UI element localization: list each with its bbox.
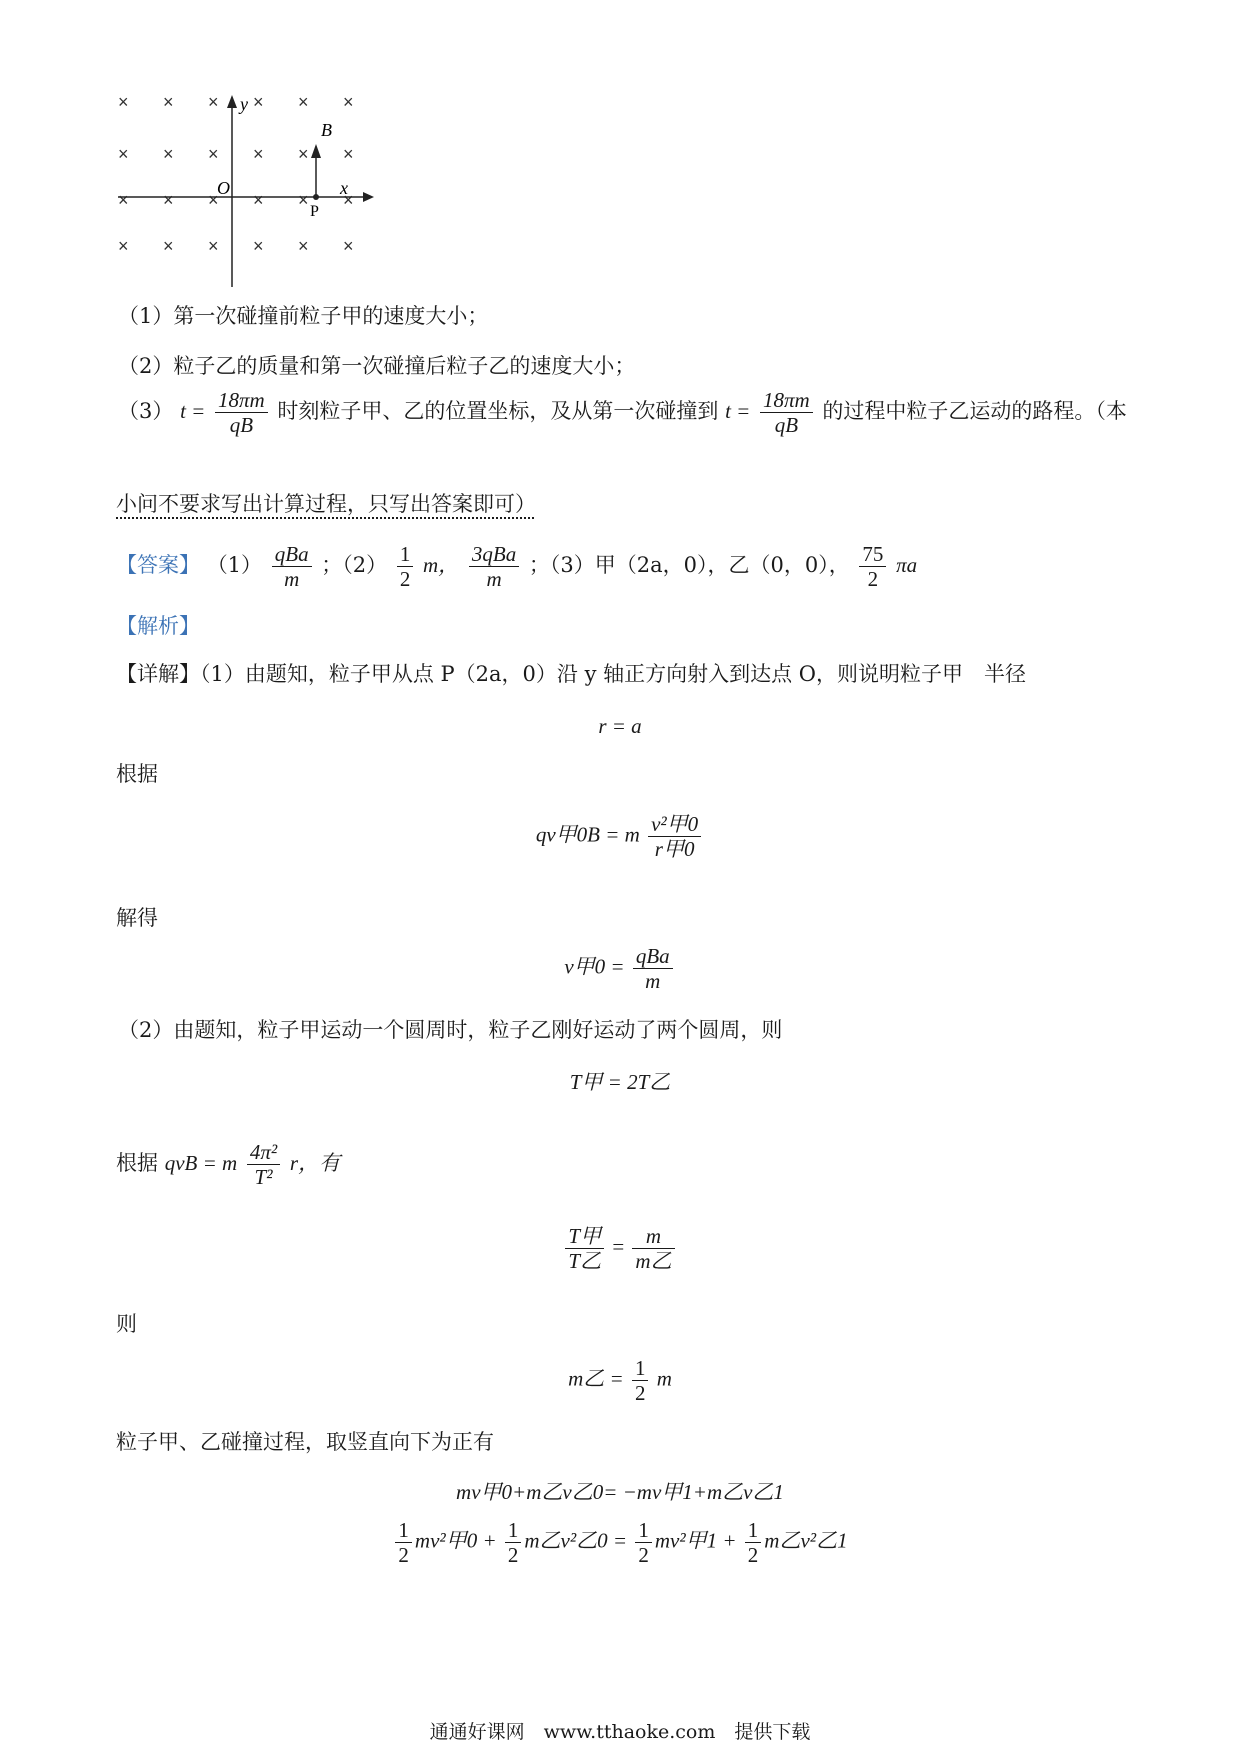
eq6-left: m乙 = xyxy=(568,1366,624,1391)
fraction-denominator: r甲0 xyxy=(654,837,695,861)
according-label: 根据 xyxy=(116,762,158,786)
eq4-left: qvB = m xyxy=(164,1151,238,1175)
fraction-denominator: 2 xyxy=(747,1543,759,1567)
equation-momentum: mv甲0+m乙v乙0= −mv甲1+m乙v乙1 xyxy=(456,1480,784,1504)
eq8-half-4 xyxy=(745,1518,762,1567)
x-axis-arrow xyxy=(363,192,374,202)
equation-period-relation: T甲 = 2T乙 xyxy=(569,1070,671,1094)
fraction-denominator: m xyxy=(284,567,300,591)
fraction-denominator: 2 xyxy=(634,1381,646,1405)
eq1-fraction xyxy=(648,812,701,861)
field-cross-mark: × xyxy=(163,190,174,210)
eq5-right-fraction xyxy=(632,1224,674,1273)
fraction-numerator: 1 xyxy=(397,542,414,567)
answer-part-1-label: （1） xyxy=(206,553,263,577)
according-2-line xyxy=(116,1140,340,1189)
field-cross-mark: × xyxy=(208,144,219,164)
then-label: 则 xyxy=(116,1312,137,1336)
eq8-term-3: mv²甲1 + xyxy=(654,1528,737,1553)
eq2-left: v甲0 = xyxy=(564,954,625,979)
page-footer: 通通好课网 www.tthaoke.com 提供下载 xyxy=(429,1721,811,1743)
field-cross-mark: × xyxy=(298,190,309,210)
collision-text: 粒子甲、乙碰撞过程，取竖直向下为正有 xyxy=(116,1430,494,1454)
field-cross-mark: × xyxy=(208,92,219,112)
eq8-half-1 xyxy=(395,1518,412,1567)
q3-time-fraction-2 xyxy=(760,388,813,437)
fraction-numerator: m xyxy=(632,1224,674,1249)
field-cross-mark: × xyxy=(118,236,129,256)
analysis-tag: 【解析】 xyxy=(116,614,200,638)
p-label: P xyxy=(310,203,319,220)
q3-prefix: （3） xyxy=(118,399,174,423)
fraction-denominator: T乙 xyxy=(568,1249,602,1273)
origin-label: O xyxy=(217,178,230,198)
q3-suffix-text: 的过程中粒子乙运动的路程。（本 xyxy=(822,399,1127,423)
question-1: （1）第一次碰撞前粒子甲的速度大小； xyxy=(118,304,489,328)
answer-3-fraction xyxy=(859,542,886,591)
fraction-denominator: m xyxy=(486,567,502,591)
answer-2-fraction xyxy=(397,542,414,591)
field-cross-mark: × xyxy=(208,190,219,210)
fraction-numerator: 3qBa xyxy=(469,542,519,567)
detail-text: （1）由题知，粒子甲从点 P（2a，0）沿 y 轴正方向射入到达点 O，则说明粒子甲 半径 xyxy=(200,662,1027,686)
answer-tag: 【答案】 xyxy=(116,553,200,577)
eq8-term-4: m乙v²乙1 xyxy=(764,1528,848,1553)
field-cross-mark: × xyxy=(298,92,309,112)
fraction-numerator: 18πm xyxy=(215,388,268,413)
magnetic-field-figure xyxy=(118,92,418,292)
fraction-numerator: 4π² xyxy=(247,1140,280,1165)
fraction-numerator: v²甲0 xyxy=(648,812,701,837)
field-cross-mark: × xyxy=(118,144,129,164)
answer-line xyxy=(116,542,917,591)
field-cross-mark: × xyxy=(253,190,264,210)
equation-force-balance xyxy=(0,812,1240,861)
fraction-denominator: T² xyxy=(254,1165,273,1189)
y-axis-label: y xyxy=(240,94,248,114)
question-3-note: 小问不要求写出计算过程，只写出答案即可） xyxy=(116,492,536,516)
answer-3-tail: πa xyxy=(896,553,918,577)
eq4-tail: r，有 xyxy=(289,1151,341,1175)
answer-1-fraction xyxy=(272,542,312,591)
field-crosses xyxy=(118,92,354,256)
fraction-denominator: m xyxy=(645,969,661,993)
eq8-term-1: mv²甲0 + xyxy=(414,1528,497,1553)
field-cross-mark: × xyxy=(208,236,219,256)
q3-time-fraction xyxy=(215,388,268,437)
x-axis-label: x xyxy=(340,178,348,198)
eq8-half-3 xyxy=(635,1518,652,1567)
fraction-numerator: 1 xyxy=(632,1356,649,1381)
equation-period-ratio xyxy=(0,1224,1240,1273)
part-2-text: （2）由题知，粒子甲运动一个圆周时，粒子乙刚好运动了两个圆周，则 xyxy=(118,1018,783,1042)
y-axis-arrow xyxy=(227,95,237,108)
answer-2-mass: m， xyxy=(423,553,460,577)
field-cross-mark: × xyxy=(343,236,354,256)
eq4-fraction xyxy=(247,1140,280,1189)
answer-2b-fraction xyxy=(469,542,519,591)
q3-t-eq: t = xyxy=(180,399,206,423)
answer-part-3-text: ；（3）甲（2a，0），乙（0，0）， xyxy=(528,553,850,577)
point-p xyxy=(313,194,319,200)
velocity-arrow-head xyxy=(311,144,321,158)
answer-part-2-label: ；（2） xyxy=(321,553,388,577)
fraction-numerator: 1 xyxy=(745,1518,762,1543)
field-cross-mark: × xyxy=(343,190,354,210)
field-cross-mark: × xyxy=(253,92,264,112)
fraction-numerator: 1 xyxy=(505,1518,522,1543)
fraction-numerator: qBa xyxy=(272,542,312,567)
field-cross-mark: × xyxy=(343,92,354,112)
fraction-denominator: 2 xyxy=(399,567,411,591)
question-3 xyxy=(118,388,1127,437)
eq1-left: qv甲0B = m xyxy=(535,822,640,847)
fraction-denominator: qB xyxy=(774,413,799,437)
field-cross-mark: × xyxy=(118,190,129,210)
field-cross-mark: × xyxy=(253,236,264,256)
fraction-denominator: 2 xyxy=(638,1543,649,1567)
equation-radius: r = a xyxy=(598,714,642,738)
eq2-fraction xyxy=(633,944,673,993)
fraction-numerator: qBa xyxy=(633,944,673,969)
detail-tag: 【详解】 xyxy=(116,662,200,686)
field-cross-mark: × xyxy=(163,92,174,112)
fraction-numerator: 1 xyxy=(395,1518,412,1543)
fraction-denominator: qB xyxy=(229,413,254,437)
field-cross-mark: × xyxy=(343,144,354,164)
question-2: （2）粒子乙的质量和第一次碰撞后粒子乙的速度大小； xyxy=(118,354,636,378)
b-label: B xyxy=(321,120,332,140)
eq8-half-2 xyxy=(505,1518,522,1567)
equation-energy xyxy=(0,1518,1240,1567)
field-cross-mark: × xyxy=(253,144,264,164)
eq5-left-fraction xyxy=(565,1224,604,1273)
fraction-numerator: 1 xyxy=(635,1518,652,1543)
solve-label: 解得 xyxy=(116,906,158,930)
q3-mid-text: 时刻粒子甲、乙的位置坐标，及从第一次碰撞到 xyxy=(277,399,719,423)
fraction-denominator: 2 xyxy=(867,567,879,591)
eq5-equals: = xyxy=(612,1234,625,1259)
according-2-prefix: 根据 xyxy=(116,1151,158,1175)
q3-t-eq-2: t = xyxy=(725,399,751,423)
eq8-term-2: m乙v²乙0 = xyxy=(524,1528,628,1553)
eq6-tail: m xyxy=(656,1366,672,1391)
fraction-numerator: 18πm xyxy=(760,388,813,413)
field-cross-mark: × xyxy=(298,144,309,164)
equation-velocity xyxy=(0,944,1240,993)
field-cross-mark: × xyxy=(163,144,174,164)
fraction-denominator: 2 xyxy=(507,1543,519,1567)
eq6-fraction xyxy=(632,1356,649,1405)
fraction-denominator: 2 xyxy=(398,1543,409,1567)
detail-line-1 xyxy=(116,660,1026,688)
fraction-numerator: T甲 xyxy=(565,1224,604,1249)
fraction-denominator: m乙 xyxy=(635,1249,672,1273)
field-cross-mark: × xyxy=(298,236,309,256)
fraction-numerator: 75 xyxy=(859,542,886,567)
field-cross-mark: × xyxy=(118,92,129,112)
equation-mass-yi xyxy=(0,1356,1240,1405)
field-cross-mark: × xyxy=(163,236,174,256)
